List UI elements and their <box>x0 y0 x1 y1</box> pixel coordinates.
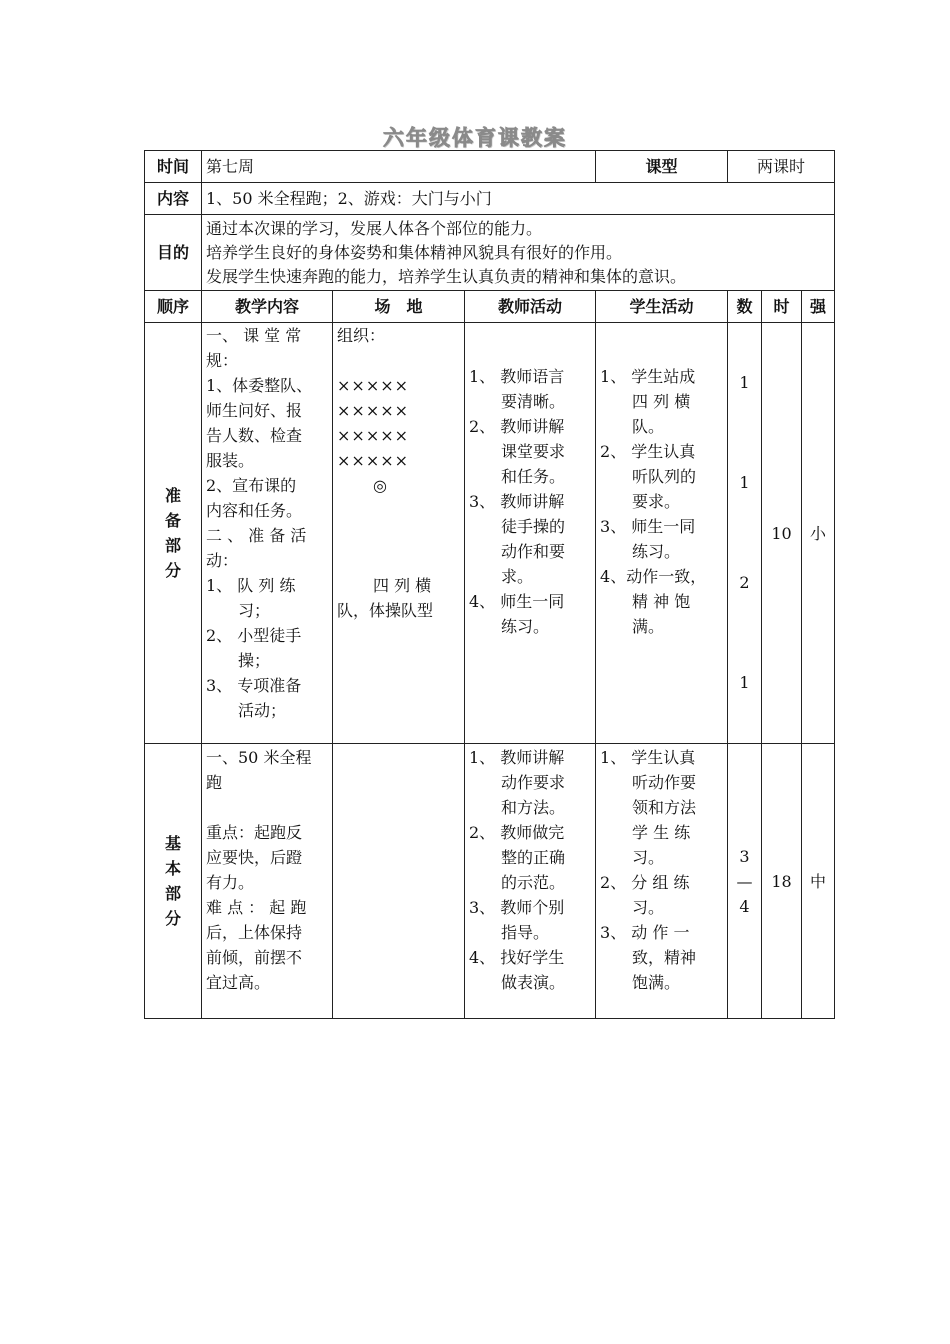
goal-label: 目的 <box>145 215 202 291</box>
section-row-main <box>145 744 835 1019</box>
teacher-line: 课堂要求 <box>469 441 566 461</box>
student-line: 听队列的 <box>600 466 697 486</box>
student-line: 要求。 <box>600 491 681 511</box>
section-student <box>596 323 728 744</box>
content-line: 师生问好、报 <box>206 401 303 420</box>
content-value: 1、50 米全程跑；2、游戏：大门与小门 <box>202 183 835 215</box>
content-line: 二 、 准 备 活 <box>206 526 307 545</box>
venue-note: 队，体操队型 <box>337 601 434 620</box>
col-teacher: 教师活动 <box>465 291 596 323</box>
content-line: 操； <box>206 651 271 670</box>
goal-line: 培养学生良好的身体姿势和集体精神风貌具有很好的作用。 <box>206 242 623 262</box>
venue-org-label: 组织： <box>337 326 386 345</box>
teacher-position-mark: ◎ <box>373 476 387 495</box>
content-line: 2、宣布课的 <box>206 476 297 495</box>
count-value: 3 <box>739 846 750 866</box>
time-row <box>145 151 835 183</box>
student-line: 1、 学生认真 <box>600 748 696 767</box>
student-line: 队。 <box>600 416 665 436</box>
page-title: 六年级体育课教案 <box>383 125 567 150</box>
section-student <box>596 744 728 1019</box>
formation-row: ××××× <box>337 451 410 470</box>
content-line: 一、 课 堂 常 <box>206 326 302 345</box>
formation-row: ××××× <box>337 401 410 420</box>
content-line: 有力。 <box>206 873 255 892</box>
content-line: 告人数、检查 <box>206 426 303 445</box>
student-line: 精 神 饱 <box>600 591 691 611</box>
time-value: 第七周 <box>202 151 596 183</box>
content-line: 1、 队 列 练 <box>206 576 296 595</box>
teacher-line: 2、 教师做完 <box>469 823 565 842</box>
count-value: 1 <box>739 373 750 392</box>
count-value: — <box>736 871 753 891</box>
count-value: 2 <box>739 573 750 592</box>
time-label: 时间 <box>145 151 202 183</box>
teacher-line: 2、 教师讲解 <box>469 416 565 436</box>
teacher-line: 的示范。 <box>469 873 566 892</box>
student-line: 3、 师生一同 <box>600 516 696 536</box>
content-line: 后，上体保持 <box>206 923 303 942</box>
student-line: 2、 学生认真 <box>600 441 696 461</box>
teacher-line: 徒手操的 <box>469 516 566 536</box>
col-student: 学生活动 <box>596 291 728 323</box>
teacher-line: 和方法。 <box>469 798 566 817</box>
lesson-plan-table <box>144 150 835 1019</box>
student-line: 4、动作一致， <box>600 566 707 586</box>
student-line: 习。 <box>600 848 665 867</box>
teacher-line: 3、 教师讲解 <box>469 491 565 511</box>
student-line: 练习。 <box>600 541 681 561</box>
col-venue: 场 地 <box>333 291 465 323</box>
content-line: 应要快，后蹬 <box>206 848 303 867</box>
venue-note: 四 列 横 <box>373 576 432 595</box>
count-value: 1 <box>739 673 750 692</box>
formation-row: ××××× <box>337 426 410 445</box>
student-line: 四 列 横 <box>600 391 691 411</box>
content-line: 2、 小型徒手 <box>206 626 302 645</box>
section-teacher <box>465 323 596 744</box>
teacher-line: 练习。 <box>469 616 550 636</box>
teacher-line: 3、 教师个别 <box>469 898 565 917</box>
col-time: 时 <box>762 291 802 323</box>
column-header-row <box>145 291 835 323</box>
goal-line: 发展学生快速奔跑的能力，培养学生认真负责的精神和集体的意识。 <box>206 266 687 286</box>
content-label: 内容 <box>145 183 202 215</box>
teacher-line: 1、 教师讲解 <box>469 748 565 767</box>
student-line: 饱满。 <box>600 973 681 992</box>
content-line: 1、体委整队、 <box>206 376 313 395</box>
content-line: 3、 专项准备 <box>206 676 302 695</box>
section-content <box>202 323 333 744</box>
content-line: 跑 <box>206 773 223 792</box>
section-name: 准 备 部 分 <box>145 323 202 744</box>
teacher-line: 1、 教师语言 <box>469 366 565 386</box>
count-value: 4 <box>739 896 750 916</box>
teacher-line: 求。 <box>469 566 534 586</box>
content-line: 前倾，前摆不 <box>206 948 303 967</box>
student-line: 学 生 练 <box>600 823 691 842</box>
col-order: 顺序 <box>145 291 202 323</box>
type-value: 两课时 <box>728 151 835 183</box>
section-time: 10 <box>762 323 802 744</box>
section-venue <box>333 323 465 744</box>
student-line: 听动作要 <box>600 773 697 792</box>
content-line: 规： <box>206 351 239 370</box>
goal-line: 通过本次课的学习，发展人体各个部位的能力。 <box>206 218 543 238</box>
student-line: 领和方法 <box>600 798 697 817</box>
count-value: 1 <box>739 473 750 492</box>
col-content: 教学内容 <box>202 291 333 323</box>
content-line: 习； <box>206 601 271 620</box>
section-name: 基 本 部 分 <box>145 744 202 1019</box>
teacher-line: 要清晰。 <box>469 391 566 411</box>
student-line: 致，精神 <box>600 948 697 967</box>
formation-row: ××××× <box>337 376 410 395</box>
section-row-prep <box>145 323 835 744</box>
goal-list <box>202 215 835 291</box>
student-line: 2、 分 组 练 <box>600 873 690 892</box>
content-line: 宜过高。 <box>206 973 271 992</box>
teacher-line: 整的正确 <box>469 848 566 867</box>
section-content <box>202 744 333 1019</box>
col-count: 数 <box>728 291 762 323</box>
content-line: 难 点 ： 起 跑 <box>206 898 307 917</box>
teacher-line: 和任务。 <box>469 466 566 486</box>
teacher-line: 做表演。 <box>469 973 566 992</box>
type-label: 课型 <box>596 151 728 183</box>
section-count <box>728 323 762 744</box>
content-line <box>206 795 328 820</box>
student-line: 1、 学生站成 <box>600 366 696 386</box>
section-teacher <box>465 744 596 1019</box>
col-intensity: 强 <box>802 291 835 323</box>
goal-row <box>145 215 835 291</box>
content-line: 重点：起跑反 <box>206 823 303 842</box>
section-intensity: 小 <box>802 323 835 744</box>
section-venue-empty <box>333 744 465 1019</box>
section-count <box>728 744 762 1019</box>
teacher-line: 4、 师生一同 <box>469 591 565 611</box>
content-line: 动： <box>206 551 239 570</box>
teacher-line: 动作要求 <box>469 773 566 792</box>
content-line: 服装。 <box>206 451 255 470</box>
content-line: 活动； <box>206 701 287 720</box>
student-line: 习。 <box>600 898 665 917</box>
teacher-line: 4、 找好学生 <box>469 948 565 967</box>
teacher-line: 动作和要 <box>469 541 566 561</box>
content-row <box>145 183 835 215</box>
student-line: 3、 动 作 一 <box>600 923 690 942</box>
section-time: 18 <box>762 744 802 1019</box>
student-line: 满。 <box>600 616 665 636</box>
content-line: 内容和任务。 <box>206 501 303 520</box>
teacher-line: 指导。 <box>469 923 550 942</box>
section-intensity: 中 <box>802 744 835 1019</box>
content-line: 一、50 米全程 <box>206 748 312 767</box>
